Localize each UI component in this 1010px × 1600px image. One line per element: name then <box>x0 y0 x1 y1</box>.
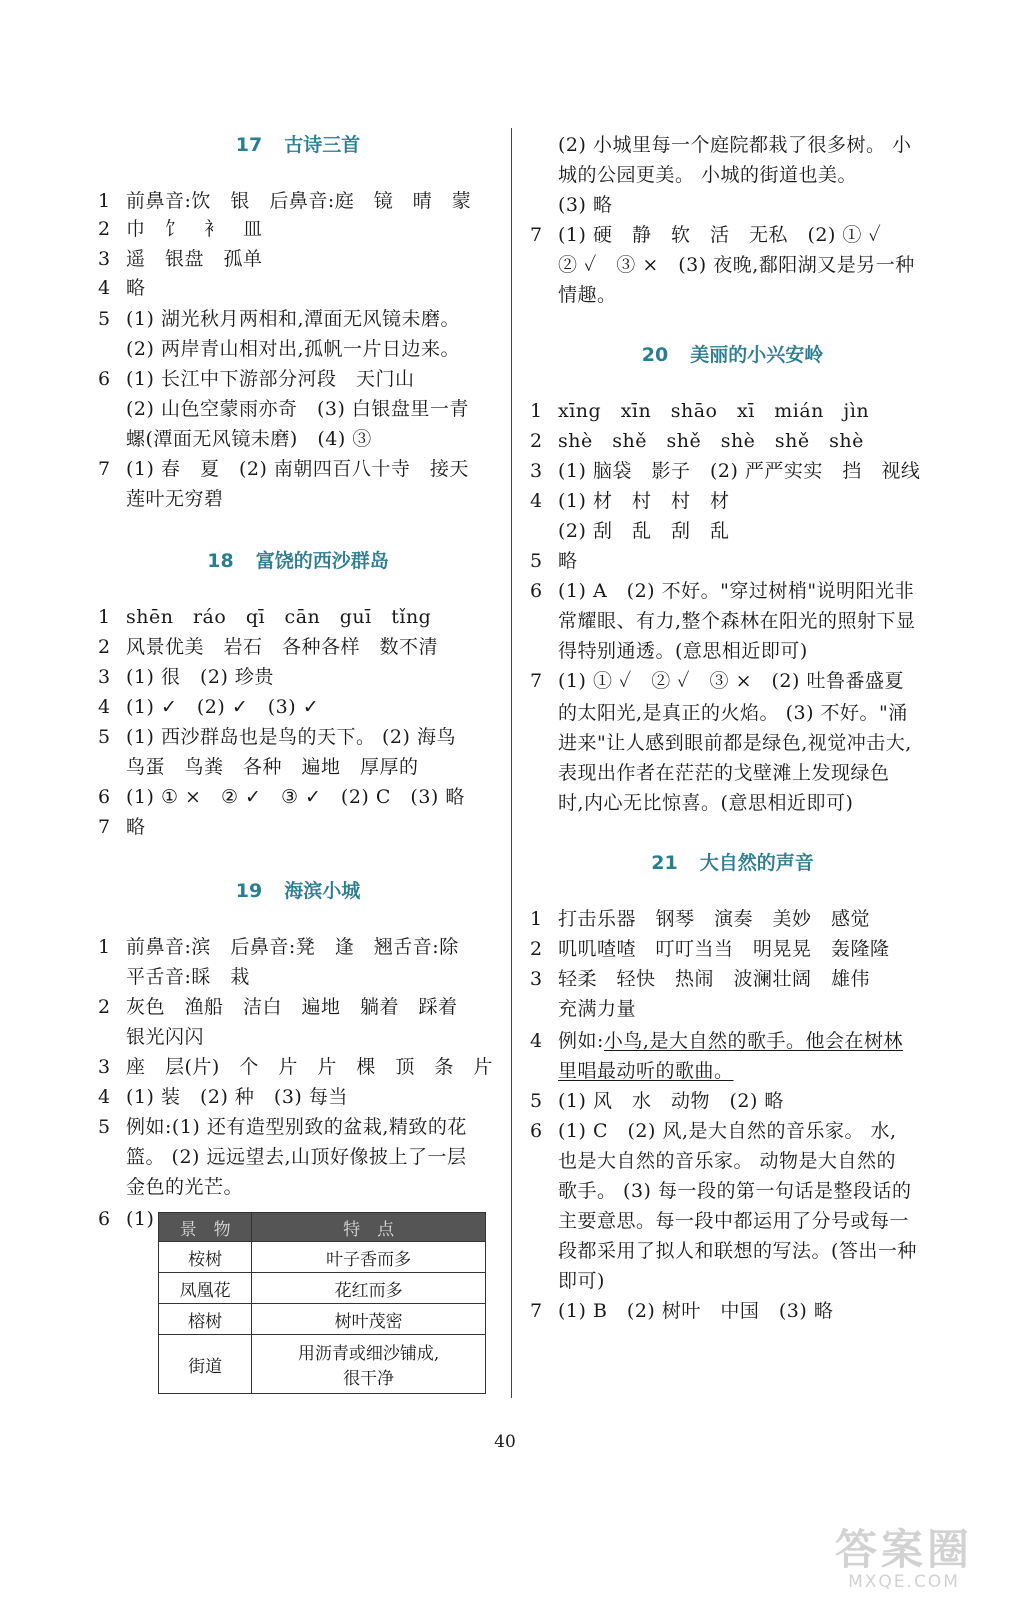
answer-line: 得特别通透。(意思相近即可) <box>558 640 808 662</box>
underlined-answer: 里唱最动听的歌曲。 <box>558 1060 734 1082</box>
answer-line: 表现出作者在茫茫的戈壁滩上发现绿色 <box>558 762 890 784</box>
answer-line: 进来"让人感到眼前都是绿色,视觉冲击大, <box>558 732 912 754</box>
answer-line <box>530 1056 963 1086</box>
answer-line: 5 略 <box>530 550 578 572</box>
answer-line: 城的公园更美。 小城的街道也美。 <box>558 164 858 186</box>
answer-line: 4 例如:小鸟,是大自然的歌手。他会在树林 <box>530 1030 903 1052</box>
table-cell: 街道 <box>159 1335 252 1394</box>
answer-line: 鸟蛋 鸟粪 各种 遍地 厚厚的 <box>126 756 419 778</box>
answer-line: 3 轻柔 轻快 热闹 波澜壮阔 雄伟 <box>530 968 871 990</box>
answer-line: 6 (1) <box>98 1208 155 1230</box>
answer-line: 7 (1) ① ✓ ② ✓ ③ × (2) 吐鲁番盛夏 <box>530 670 904 692</box>
table-cell: 叶子香而多 <box>252 1242 486 1273</box>
section-18-title: 18 富饶的西沙群岛 <box>207 550 389 572</box>
answer-line: 3 (1) 很 (2) 珍贵 <box>98 666 274 688</box>
answer-line: 1 xīng xīn shāo xī mián jìn <box>530 400 870 422</box>
answer-line: 1 打击乐器 钢琴 演奏 美妙 感觉 <box>530 908 871 930</box>
page-number: 40 <box>494 1432 516 1452</box>
answer-line: 2 叽叽喳喳 叮叮当当 明晃晃 轰隆隆 <box>530 938 890 960</box>
answer-line: 3 (1) 脑袋 影子 (2) 严严实实 挡 视线 <box>530 460 921 482</box>
answer-line: (2) 小城里每一个庭院都栽了很多树。 小 <box>558 134 912 156</box>
answer-line: 螺(潭面无风镜未磨) (4) ③ <box>126 428 372 450</box>
table-cell: 花红而多 <box>252 1273 486 1304</box>
answer-line: 常耀眼、有力,整个森林在阳光的照射下显 <box>558 610 916 632</box>
answer-line: 金色的光芒。 <box>126 1176 244 1198</box>
answer-line: 7 (1) 春 夏 (2) 南朝四百八十寺 接天 <box>98 458 469 480</box>
answer-line: 莲叶无穷碧 <box>126 488 224 510</box>
answer-line: 2 shè shě shě shè shě shè <box>530 430 864 452</box>
table-cell: 凤凰花 <box>159 1273 252 1304</box>
answer-line: 4 (1) ✓ (2) ✓ (3) ✓ <box>98 696 320 718</box>
answer-line: 即可) <box>558 1270 605 1292</box>
answer-line: 充满力量 <box>558 998 637 1020</box>
section-21-title: 21 大自然的声音 <box>651 852 814 874</box>
answer-line: 1 shēn ráo qī cān guī tǐng <box>98 606 432 628</box>
answer-line: (2) 山色空蒙雨亦奇 (3) 白银盘里一青 <box>126 398 469 420</box>
answer-line: 7 (1) B (2) 树叶 中国 (3) 略 <box>530 1300 834 1322</box>
watermark-logo <box>820 1525 988 1592</box>
answer-line: 5 (1) 风 水 动物 (2) 略 <box>530 1090 784 1112</box>
answer-line: 也是大自然的音乐家。 动物是大自然的 <box>558 1150 897 1172</box>
answer-line: 6 (1) ① × ② ✓ ③ ✓ (2) C (3) 略 <box>98 786 465 808</box>
answer-line: 6 (1) 长江中下游部分河段 天门山 <box>98 368 415 390</box>
answer-line: 情趣。 <box>558 284 617 306</box>
table-cell <box>252 1335 486 1394</box>
answer-line: 6 (1) C (2) 风,是大自然的音乐家。 水, <box>530 1120 897 1142</box>
section-17-title: 17 古诗三首 <box>235 134 361 156</box>
table-cell-line: 用沥青或细沙铺成, <box>297 1344 440 1364</box>
section-19-title: 19 海滨小城 <box>235 880 361 902</box>
answer-line: 1 前鼻音:滨 后鼻音:凳 逢 翘舌音:除 <box>98 936 459 958</box>
answer-line: 的太阳光,是真正的火焰。 (3) 不好。"涌 <box>558 702 908 724</box>
answer-line: 1 前鼻音:饮 银 后鼻音:庭 镜 晴 蒙 <box>98 190 472 212</box>
answer-line: 主要意思。每一段中都运用了分号或每一 <box>558 1210 910 1232</box>
answer-line: 5 (1) 湖光秋月两相和,潭面无风镜未磨。 <box>98 308 460 330</box>
answer-line: 7 (1) 硬 静 软 活 无私 (2) ① ✓ <box>530 224 882 246</box>
watermark-text: 答案圈 <box>834 1525 973 1574</box>
table-cell-line: 很干净 <box>343 1369 395 1389</box>
answer-line: 2 风景优美 岩石 各种各样 数不清 <box>98 636 439 658</box>
features-table <box>158 1212 486 1394</box>
answer-line: 6 (1) A (2) 不好。"穿过树梢"说明阳光非 <box>530 580 915 602</box>
table-cell: 树叶茂密 <box>252 1304 486 1335</box>
table-row <box>159 1304 486 1335</box>
table-row <box>159 1242 486 1273</box>
section-20-title: 20 美丽的小兴安岭 <box>641 344 824 366</box>
answer-line: ② ✓ ③ × (3) 夜晚,鄱阳湖又是另一种 <box>558 254 915 276</box>
answer-line: 4 (1) 装 (2) 种 (3) 每当 <box>98 1086 348 1108</box>
table-header-cell: 特 点 <box>252 1213 486 1242</box>
table-header-row <box>159 1213 486 1242</box>
table-row <box>159 1273 486 1304</box>
answer-line: 3 遥 银盘 孤单 <box>98 248 263 270</box>
answer-line: 5 例如:(1) 还有造型别致的盆栽,精致的花 <box>98 1116 467 1138</box>
table-cell: 桉树 <box>159 1242 252 1273</box>
table-cell: 榕树 <box>159 1304 252 1335</box>
answer-line: 银光闪闪 <box>126 1026 205 1048</box>
watermark-url: MXQE.COM <box>848 1572 960 1592</box>
answer-line: 平舌音:睬 栽 <box>126 966 250 988</box>
answer-line: 7 略 <box>98 816 146 838</box>
answer-line: 2 巾 饣 衤 皿 <box>98 218 263 240</box>
answer-line: (2) 刮 乱 刮 乱 <box>558 520 730 542</box>
answer-line: (3) 略 <box>558 194 613 216</box>
answer-line: 3 座 层(片) 个 片 片 棵 顶 条 片 <box>98 1056 493 1078</box>
answer-line: 歌手。 (3) 每一段的第一句话是整段话的 <box>558 1180 912 1202</box>
answer-line: 5 (1) 西沙群岛也是鸟的天下。 (2) 海鸟 <box>98 726 456 748</box>
answer-line: 2 灰色 渔船 洁白 遍地 躺着 踩着 <box>98 996 458 1018</box>
answer-line: 段都采用了拟人和联想的写法。(答出一种 <box>558 1240 917 1262</box>
answer-line: 时,内心无比惊喜。(意思相近即可) <box>558 792 854 814</box>
answer-line: (2) 两岸青山相对出,孤帆一片日边来。 <box>126 338 460 360</box>
table-row <box>159 1335 486 1394</box>
table-header-cell: 景 物 <box>159 1213 252 1242</box>
underlined-answer: 小鸟,是大自然的歌手。他会在树林 <box>603 1030 903 1052</box>
answer-line: 4 略 <box>98 277 146 299</box>
answer-line: 篮。 (2) 远远望去,山顶好像披上了一层 <box>126 1146 467 1168</box>
answer-line: 4 (1) 材 村 村 材 <box>530 490 730 512</box>
